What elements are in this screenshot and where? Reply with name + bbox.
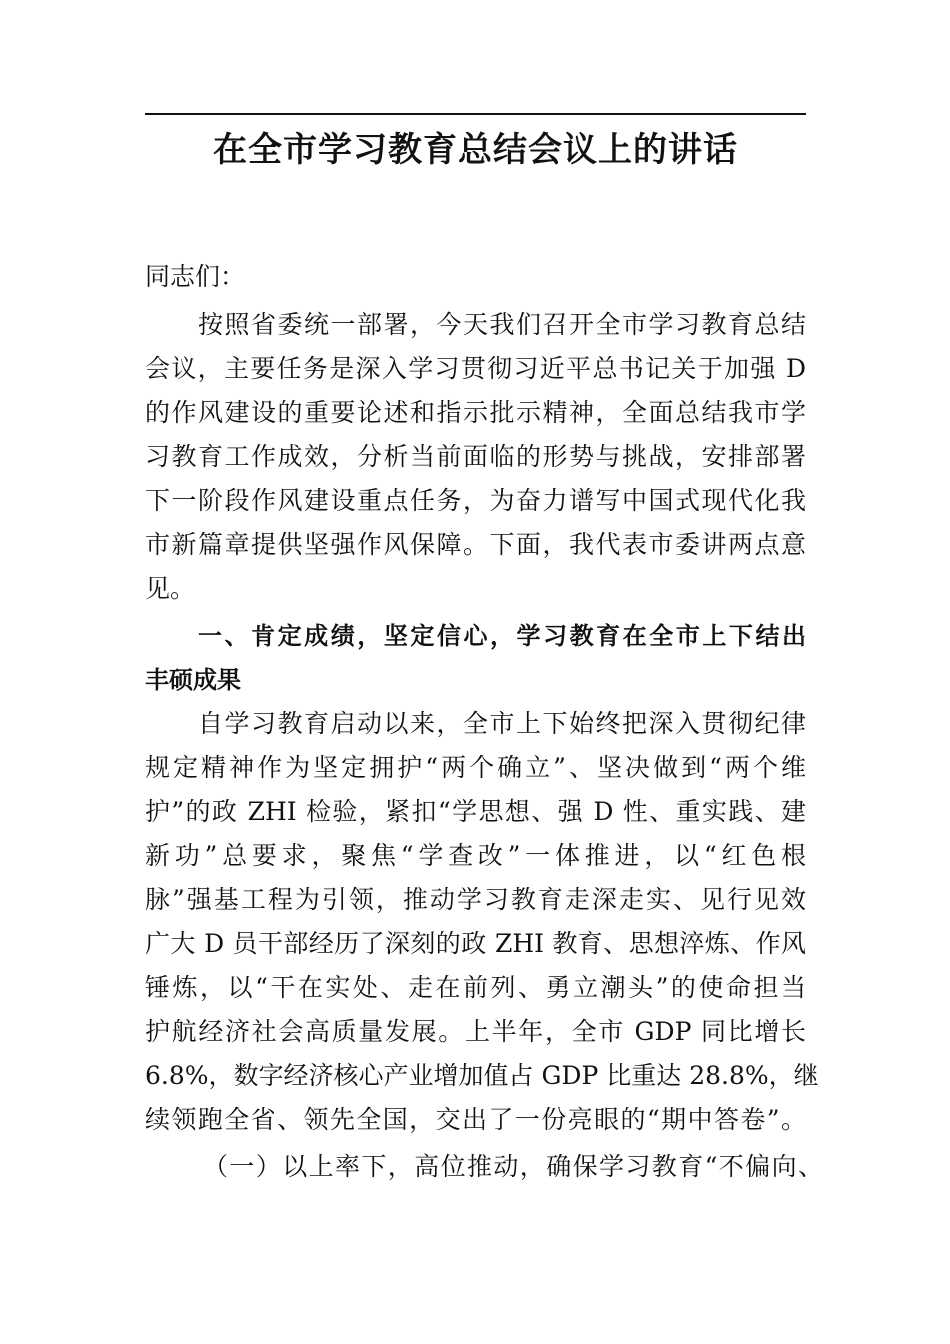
paragraph-line: 按照省委统一部署，今天我们召开全市学习教育总结 (198, 310, 806, 339)
paragraph-line: 会议，主要任务是深入学习贯彻习近平总书记关于加强 D (145, 354, 806, 383)
paragraph-line: 续领跑全省、领先全国，交出了一份亮眼的“期中答卷”。 (145, 1105, 806, 1134)
header-rule (145, 113, 806, 115)
paragraph-line: 6.8%，数字经济核心产业增加值占 GDP 比重达 28.8%，继 (145, 1061, 819, 1090)
section-heading: 一、肯定成绩，坚定信心，学习教育在全市上下结出 (198, 622, 806, 650)
paragraph-line: 的作风建设的重要论述和指示批示精神，全面总结我市学 (145, 398, 806, 427)
paragraph-line: 广大 D 员干部经历了深刻的政 ZHI 教育、思想淬炼、作风 (145, 929, 806, 958)
subsection-heading: （一）以上率下，高位推动，确保学习教育“不偏向、 (203, 1152, 823, 1181)
paragraph-line: 锤炼，以“干在实处、走在前列、勇立潮头”的使命担当 (145, 973, 806, 1002)
paragraph-line: 自学习教育启动以来，全市上下始终把深入贯彻纪律 (198, 709, 806, 738)
paragraph-line: 护”的政 ZHI 检验，紧扣“学思想、强 D 性、重实践、建 (145, 797, 806, 826)
paragraph-line: 见。 (145, 574, 196, 603)
section-heading: 丰硕成果 (145, 666, 241, 694)
paragraph-line: 市新篇章提供坚强作风保障。下面，我代表市委讲两点意 (145, 530, 806, 559)
paragraph-line: 习教育工作成效，分析当前面临的形势与挑战，安排部署 (145, 442, 806, 471)
document-title: 在全市学习教育总结会议上的讲话 (213, 130, 738, 170)
paragraph-line: 规定精神作为坚定拥护“两个确立”、坚决做到“两个维 (145, 753, 806, 782)
paragraph-line: 护航经济社会高质量发展。上半年，全市 GDP 同比增长 (145, 1017, 806, 1046)
salutation: 同志们： (145, 262, 246, 291)
paragraph-line: 脉”强基工程为引领，推动学习教育走深走实、见行见效 (145, 885, 806, 914)
paragraph-line: 新功”总要求，聚焦“学查改”一体推进，以“红色根 (145, 841, 806, 870)
paragraph-line: 下一阶段作风建设重点任务，为奋力谱写中国式现代化我 (145, 486, 806, 515)
